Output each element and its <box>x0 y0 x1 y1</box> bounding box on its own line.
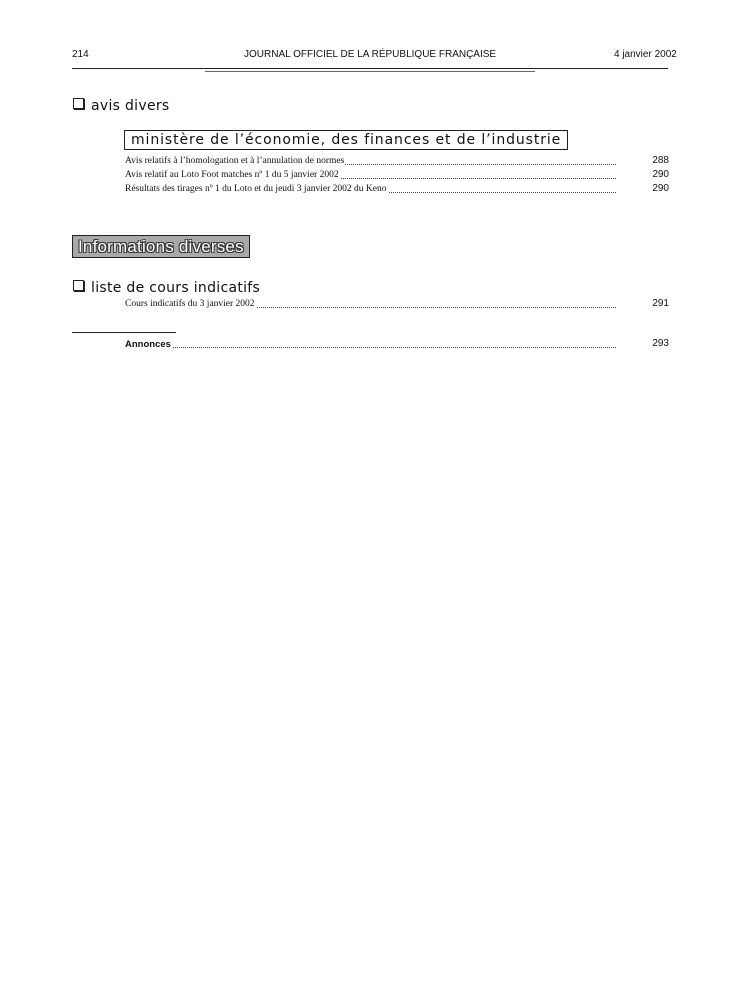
separator-rule <box>72 332 176 333</box>
annonces-page: 293 <box>652 338 669 349</box>
toc-entry-label: Avis relatif au Loto Foot matches nº 1 du 5 janvier 2002 <box>125 170 339 180</box>
toc-entry-page: 290 <box>652 169 669 180</box>
dot-leader <box>125 347 616 348</box>
toc-entry-label: Avis relatifs à l’homologation et à l’annulation de normes <box>125 156 345 166</box>
toc-entry-annonces[interactable] <box>125 338 616 351</box>
section-liste-cours <box>73 279 260 297</box>
annonces-label: Annonces <box>125 339 171 350</box>
issue-date: 4 janvier 2002 <box>614 49 677 60</box>
toc-entry-label: Résultats des tirages nº 1 du Loto et du jeudi 3 janvier 2002 du Keno <box>125 184 387 194</box>
section-title: avis divers <box>91 98 170 114</box>
toc-entry[interactable] <box>125 183 616 196</box>
checkbox-icon <box>73 98 84 109</box>
toc-entry-page: 291 <box>652 298 669 309</box>
toc-entry-label: Cours indicatifs du 3 janvier 2002 <box>125 299 255 309</box>
toc-entry[interactable] <box>125 155 616 168</box>
toc-entry[interactable] <box>125 298 616 311</box>
checkbox-icon <box>73 280 84 291</box>
informations-diverses-heading: Informations diverses <box>72 235 250 258</box>
header-rule-secondary <box>205 71 535 72</box>
toc-entry[interactable] <box>125 169 616 182</box>
header-rule <box>72 68 668 69</box>
journal-title: JOURNAL OFFICIEL DE LA RÉPUBLIQUE FRANÇAISE <box>244 49 497 60</box>
section-title: liste de cours indicatifs <box>91 280 261 296</box>
page-number: 214 <box>72 49 89 60</box>
section-avis-divers <box>73 97 170 115</box>
ministry-heading: ministère de l’économie, des finances et de l’industrie <box>124 130 568 150</box>
toc-entry-page: 288 <box>652 155 669 166</box>
toc-entry-page: 290 <box>652 183 669 194</box>
